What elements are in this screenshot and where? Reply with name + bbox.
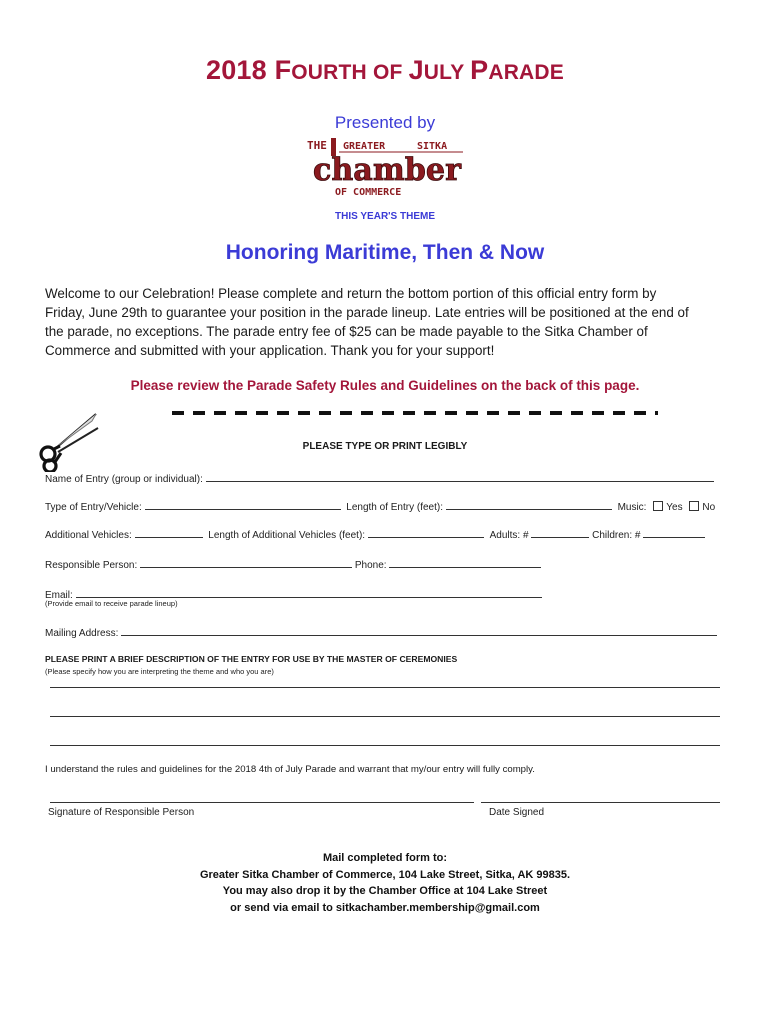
theme-heading: Honoring Maritime, Then & Now xyxy=(225,241,545,264)
print-legibly-heading: PLEASE TYPE OR PRINT LEGIBLY xyxy=(302,441,468,452)
phone-label: Phone: xyxy=(354,560,387,571)
agreement-text: I understand the rules and guidelines for the 2018 4th of July Parade and warrant that my/our entry will fully comply. xyxy=(45,764,535,775)
music-no-checkbox[interactable] xyxy=(689,501,699,511)
type-of-entry-row xyxy=(45,499,715,513)
additional-vehicles-row xyxy=(45,527,705,541)
description-line-3[interactable] xyxy=(50,745,720,746)
logo-the: THE xyxy=(307,139,327,152)
mailing-address-field[interactable] xyxy=(121,625,717,636)
logo-greater: GREATER xyxy=(343,141,386,152)
intro-line: the parade, no exceptions. The parade entry fee of $25 can be made payable to the Sitka Chamber of xyxy=(45,324,648,339)
music-label: Music: xyxy=(617,502,647,513)
phone-field[interactable] xyxy=(389,557,541,568)
logo-chamber: chamber xyxy=(313,152,462,188)
children-label: Children: # xyxy=(592,530,641,541)
music-yes-label: Yes xyxy=(666,502,683,513)
responsible-person-row xyxy=(45,557,541,571)
cut-line xyxy=(170,408,660,418)
intro-line: Friday, June 29th to guarantee your position in the parade lineup. Late entries will be positioned at the end of xyxy=(45,305,689,320)
email-label: Email: xyxy=(45,590,73,601)
mail-line: Mail completed form to: xyxy=(322,852,448,864)
mailing-address-label: Mailing Address: xyxy=(45,628,119,639)
safety-notice: Please review the Parade Safety Rules and Guidelines on the back of this page. xyxy=(130,378,640,393)
logo-of-commerce: OF COMMERCE xyxy=(335,187,402,198)
description-heading: PLEASE PRINT A BRIEF DESCRIPTION OF THE ENTRY FOR USE BY THE MASTER OF CEREMONIES xyxy=(45,654,458,664)
intro-line: Commerce and submitted with your application. Thank you for your support! xyxy=(45,343,495,358)
mail-address: Greater Sitka Chamber of Commerce, 104 Lake Street, Sitka, AK 99835. xyxy=(199,868,571,881)
date-field[interactable] xyxy=(481,802,720,803)
intro-paragraph xyxy=(45,284,735,360)
date-label: Date Signed xyxy=(489,807,545,818)
music-yes-checkbox[interactable] xyxy=(653,501,663,511)
length-additional-label: Length of Additional Vehicles (feet): xyxy=(208,530,366,541)
description-line-1[interactable] xyxy=(50,687,720,688)
length-of-entry-label: Length of Entry (feet): xyxy=(346,502,443,513)
signature-label: Signature of Responsible Person xyxy=(48,807,195,818)
intro-line: Welcome to our Celebration! Please complete and return the bottom portion of this official entry form by xyxy=(45,286,657,301)
music-no-label: No xyxy=(702,502,716,513)
mail-instructions xyxy=(0,850,770,916)
name-of-entry-label: Name of Entry (group or individual): xyxy=(45,474,203,485)
additional-vehicles-field[interactable] xyxy=(135,527,203,538)
adults-field[interactable] xyxy=(531,527,589,538)
children-field[interactable] xyxy=(643,527,705,538)
additional-vehicles-label: Additional Vehicles: xyxy=(45,530,132,541)
adults-label: Adults: # xyxy=(489,530,529,541)
theme-label: THIS YEAR'S THEME xyxy=(335,211,435,222)
page-title: 2018 FOURTH OF JULY PARADE xyxy=(205,55,564,85)
responsible-person-field[interactable] xyxy=(140,557,352,568)
type-of-entry-label: Type of Entry/Vehicle: xyxy=(45,502,142,513)
chamber-logo xyxy=(303,136,465,198)
logo-sitka: SITKA xyxy=(417,141,448,152)
length-additional-field[interactable] xyxy=(368,527,484,538)
description-line-2[interactable] xyxy=(50,716,720,717)
name-of-entry-field[interactable] xyxy=(206,471,714,482)
mail-line: You may also drop it by the Chamber Office at 104 Lake Street xyxy=(222,885,548,897)
type-of-entry-field[interactable] xyxy=(145,499,341,510)
mail-email: or send via email to sitkachamber.membership@gmail.com xyxy=(230,901,540,914)
email-field[interactable] xyxy=(76,587,542,598)
email-note: (Provide email to receive parade lineup) xyxy=(45,599,178,608)
presented-by: Presented by xyxy=(334,113,436,132)
mailing-address-row xyxy=(45,625,717,639)
name-of-entry-row xyxy=(45,471,714,485)
length-of-entry-field[interactable] xyxy=(446,499,612,510)
responsible-person-label: Responsible Person: xyxy=(45,560,138,571)
signature-field[interactable] xyxy=(50,802,474,803)
description-note: (Please specify how you are interpreting the theme and who you are) xyxy=(45,667,274,676)
